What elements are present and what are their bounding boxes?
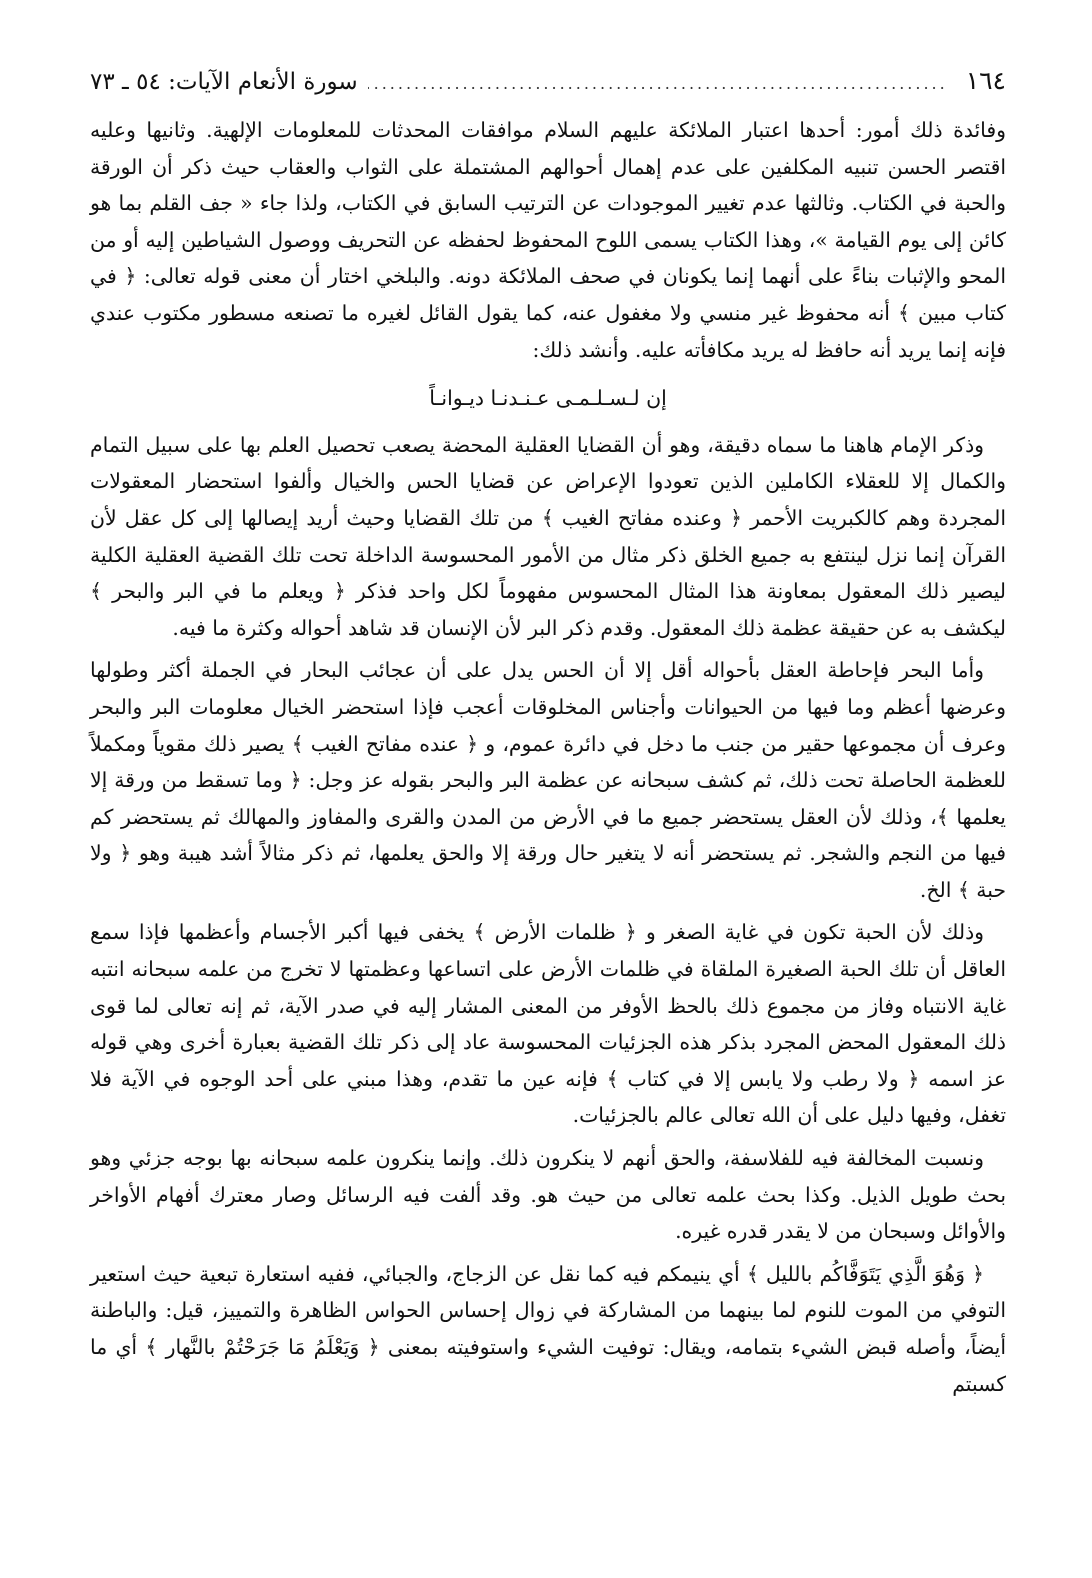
poem-verse: إن لـسـلـمـى عـنـدنـا ديـوانـاً <box>429 386 667 411</box>
paragraph-5: ونسبت المخالفة فيه للفلاسفة، والحق أنهم لا ينكرون ذلك. وإنما ينكرون علمه سبحانه بها بوجه جزئي وهو بحث طويل الذيل. وكذا بحث علمه تعالى من حيث هو. وقد ألفت فيه الرسائل وصار معترك أفهام الأواخر والأوائل وسبحان من لا يقدر قدره غيره. <box>90 1146 1006 1244</box>
running-header <box>90 66 1006 112</box>
paragraph-1: وفائدة ذلك أمور: أحدها اعتبار الملائكة عليهم السلام موافقات المحدثات للمعلومات الإلهية. وثانيها وعليه اقتصر الحسن تنبيه المكلفين على عدم إهمال أحوالهم المشتملة على الثواب والعقاب حيث ذكر أن الورقة والحبة في الكتاب. وثالثها عدم تغيير الموجودات عن الترتيب السابق في الكتاب، ولذا جاء « جف القلم بما هو كائن إلى يوم القيامة »، وهذا الكتاب يسمى اللوح المحفوظ لحفظه عن التحريف ووصول الشياطين إليه أو من المحو والإثبات بناءً على أنهما إنما يكونان في صحف الملائكة دونه. والبلخي اختار أن معنى قوله تعالى: ﴿ في كتاب مبين ﴾ أنه محفوظ غير منسي ولا مغفول عنه، كما يقول القائل لغيره ما تصنعه مسطور مكتوب عندي فإنه إنما يريد أنه حافظ له يريد مكافأته عليه. وأنشد ذلك: <box>90 118 1006 362</box>
paragraph-3: وأما البحر فإحاطة العقل بأحواله أقل إلا أن الحس يدل على أن عجائب البحار في الجملة أكثر وطولها وعرضها أعظم وما فيها من الحيوانات وأجناس المخلوقات أعجب فإذا استحضر الخيال معلومات البر والبحر وعرف أن مجموعها حقير من جنب ما دخل في دائرة عموم، و ﴿ عنده مفاتح الغيب ﴾ يصير ذلك مقوياً ومكملاً للعظمة الحاصلة تحت ذلك، ثم كشف سبحانه عن عظمة البر والبحر بقوله عز وجل: ﴿ وما تسقط من ورقة إلا يعلمها ﴾، وذلك لأن العقل يستحضر جميع ما في الأرض من المدن والقرى والمفاوز والمهالك ثم يستحضر كم فيها من النجم والشجر. ثم يستحضر أنه لا يتغير حال ورقة إلا والحق يعلمها، ثم ذكر مثالاً أشد هيبة وهو ﴿ ولا حبة ﴾ الخ. <box>90 658 1006 902</box>
body-text <box>90 112 1006 1402</box>
paragraph-6: ﴿ وَهُوَ الَّذِي يَتَوَفَّاكُم بالليل ﴾ أي ينيمكم فيه كما نقل عن الزجاج، والجبائي، ففيه استعارة تبعية حيث استعير التوفي من الموت للنوم لما بينهما من المشاركة في زوال إحساس الحواس الظاهرة والتمييز، قيل: والباطنة أيضاً، وأصله قبض الشيء بتمامه، ويقال: توفيت الشيء واستوفيته بمعنى ﴿ وَيَعْلَمُ مَا جَرَحْتُمْ بالنَّهار ﴾ أي ما كسبتم <box>90 1261 1006 1396</box>
paragraph-2: وذكر الإمام هاهنا ما سماه دقيقة، وهو أن القضايا العقلية المحضة يصعب تحصيل العلم بها على سبيل التمام والكمال إلا للعقلاء الكاملين الذين تعودوا الإعراض عن قضايا الحس والخيال وألفوا استحضار المعقولات المجردة وهم كالكبريت الأحمر ﴿ وعنده مفاتح الغيب ﴾ من تلك القضايا وحيث أريد إيصالها إلى كل عقل لأن القرآن إنما نزل لينتفع به جميع الخلق ذكر مثال من الأمور المحسوسة الداخلة تحت تلك القضية العقلية الكلية ليصير ذلك المعقول بمعاونة هذا المثال المحسوس مفهوماً لكل واحد فذكر ﴿ ويعلم ما في البر والبحر ﴾ ليكشف به عن حقيقة عظمة ذلك المعقول. وقدم ذكر البر لأن الإنسان قد شاهد أحواله وكثرة ما فيه. <box>90 432 1006 640</box>
paragraph-4: وذلك لأن الحبة تكون في غاية الصغر و ﴿ ظلمات الأرض ﴾ يخفى فيها أكبر الأجسام وأعظمها فإذا سمع العاقل أن تلك الحبة الصغيرة الملقاة في ظلمات الأرض على اتساعها وعظمتها لا تخرج من علمه سبحانه انتبه غاية الانتباه وفاز من مجموع ذلك بالحظ الأوفر من المعنى المشار إليه في صدر الآية، ثم إنه تعالى لما قوى ذلك المعقول المحض المجرد بذكر هذه الجزئيات المحسوسة عاد إلى ذكر تلك القضية بعبارة أخرى وهي قوله عز اسمه ﴿ ولا رطب ولا يابس إلا في كتاب ﴾ فإنه عين ما تقدم، وهذا مبني على أحد الوجوه في الآية فلا تغفل، وفيها دليل على أن الله تعالى عالم بالجزئيات. <box>90 920 1006 1128</box>
header-leader-dots <box>368 74 948 93</box>
header-title: سورة الأنعام الآيات: ٥٤ ـ ٧٣ <box>90 69 358 95</box>
page-number: ١٦٤ <box>965 66 1006 95</box>
